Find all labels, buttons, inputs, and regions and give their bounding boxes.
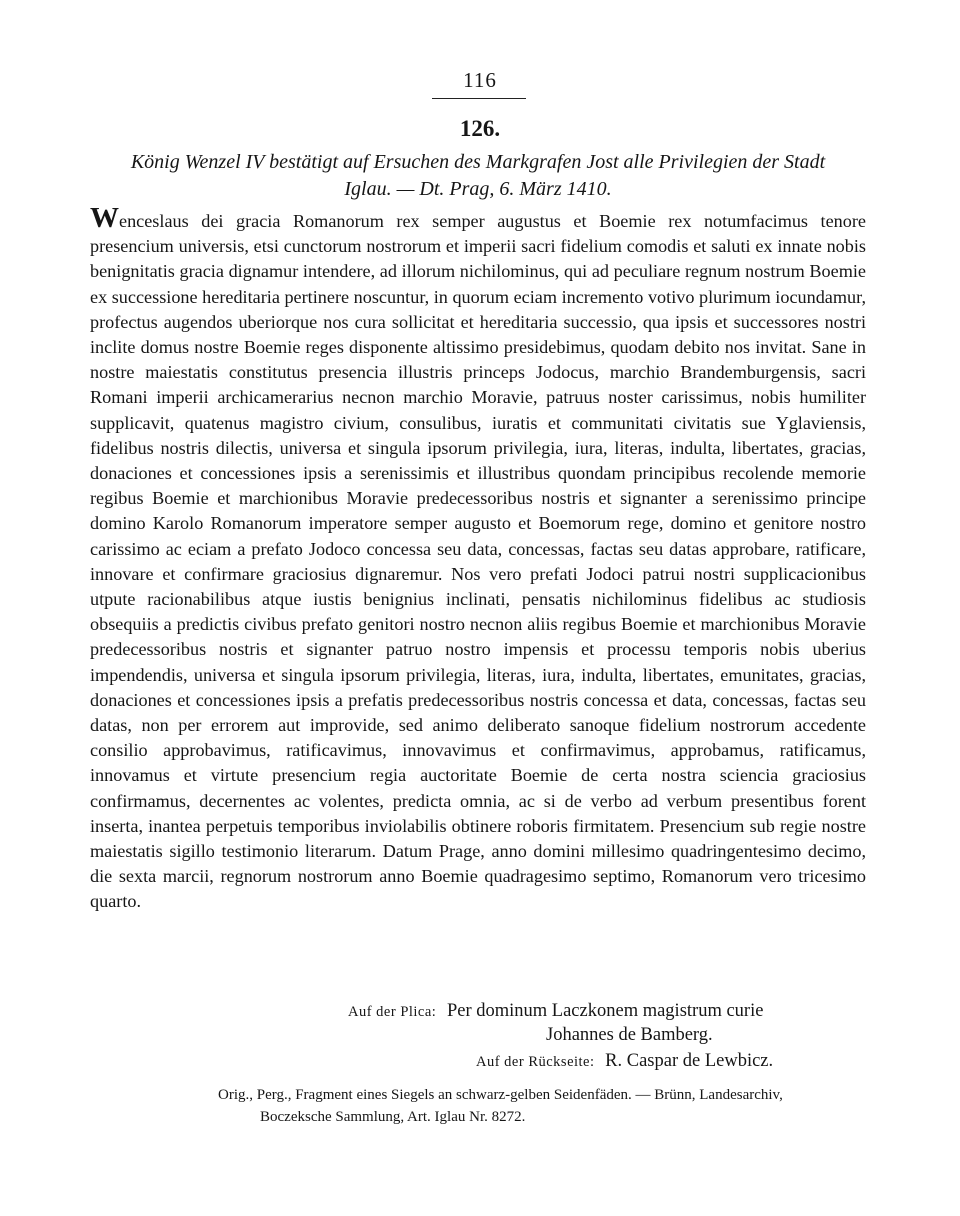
dorsal-label: Auf der Rückseite: [476, 1054, 595, 1070]
document-number: 126. [459, 116, 501, 141]
footer-line-1: Orig., Perg., Fragment eines Siegels an schwarz-gelben Seidenfäden. — Brünn, Landesarchiv, [218, 1087, 783, 1103]
dorsal-line [476, 1048, 960, 1075]
regest-line-2: Iglau. — Dt. Prag, 6. März 1410. [344, 178, 612, 200]
plica-line-2 [546, 1022, 960, 1048]
dorsal-text: R. Caspar de Lewbicz. [605, 1051, 774, 1071]
footer-line-2: Boczeksche Sammlung, Art. Iglau Nr. 8272. [260, 1109, 526, 1125]
regest-line-1: König Wenzel IV bestätigt auf Ersuchen des Markgrafen Jost alle Privilegien der Stadt [130, 151, 826, 173]
charter-text [90, 204, 866, 915]
plica-line-1 [348, 998, 960, 1025]
plica-text-1: Per dominum Laczkonem magistrum curie [446, 1001, 764, 1021]
regest [90, 149, 866, 203]
plica-label: Auf der Plica: [348, 1004, 437, 1020]
initial-letter: W [90, 202, 119, 234]
footer-note [90, 1084, 866, 1128]
page-number-rule [432, 98, 526, 99]
page-number: 116 [463, 68, 497, 92]
charter-body: enceslaus dei gracia Romanorum rex semper augustus et Boemie rex notumfacimus tenore presencium universis, etsi cunctorum nostrorum et imperii sacri fidelium comodis et saluti ex innate nobis benignitatis gracia dignamur intendere, ad illorum nichilominus, qui ad peculiare regnum nostrum Boemie ex successione hereditaria pertinere noscuntur, in quorum eciam incremento votivo plurimum iocundamur, profectus augendos uberiorque nos cura sollicitat et hereditaria successio, qua ipsis et successores nostri inclite domus nostre Boemie reges disponente altissimo presidebimus, quodam debito nos invitat. Sane in nostre maiestatis constitutus presencia illustris princeps Jodocus, marchio Brandemburgensis, sacri Romani imperii archicamerarius necnon marchio Moravie, patruus noster carissimus, nobis humiliter supplicavit, quatenus magistro civium, consulibus, iuratis et communitati civitatis sue Yglaviensis, fidelibus nostris dilectis, universa et singula ipsorum privilegia, iura, literas, indulta, libertates, gracias, donaciones et concessiones ipsis a serenissimis et illustribus quondam principibus recolende memorie regibus Boemie et marchionibus Moravie predecessoribus nostris et signanter a serenissimo principe domino Karolo Romanorum imperatore semper augusto et Boemorum rege, domino et genitore nostro carissimo ac eciam a prefato Jodoco concessa seu data, concessas, factas seu datas approbare, ratificare, innovare et confirmare graciosius dignaremur. Nos vero prefati Jodoci patrui nostri supplicacionibus utpute racionabilibus atque iustis benignius inclinati, pensatis nichilominus fidelibus ac studiosis obsequiis a predictis civibus prefato genitori nostro necnon aliis regibus Boemie et marchionibus Moravie predecessoribus nostris et signanter patruo nostro impensis et processu temporis nobis uberius impendendis, universa et singula ipsorum privilegia, literas, iura, indulta, libertates, emunitates, gracias, donaciones et concessiones ipsis a prefatis predecessoribus nostris concessa et data, concessas, factas seu datas, non per errorem aut improvide, sed animo deliberato sanoque fidelium nostrorum accedente consilio approbavimus, ratificavimus, innovavimus et confirmavimus, approbamus, ratificamus, innovamus et virtute presencium regia auctoritate Boemie de certa nostra sciencia graciosius confirmamus, decernentes ac volentes, predicta omnia, ac si de verbo ad verbum presentibus forent inserta, inantea perpetuis temporibus inviolabilis obtinere roboris firmitatem. Presencium sub regie nostre maiestatis sigillo testimonio literarum. Datum Prage, anno domini millesimo quadringentesimo decimo, die sexta marcii, regnorum nostrorum anno Boemie quadragesimo septimo, Romanorum vero tricesimo quarto. [90, 211, 866, 912]
plica-text-2: Johannes de Bamberg. [546, 1025, 713, 1045]
